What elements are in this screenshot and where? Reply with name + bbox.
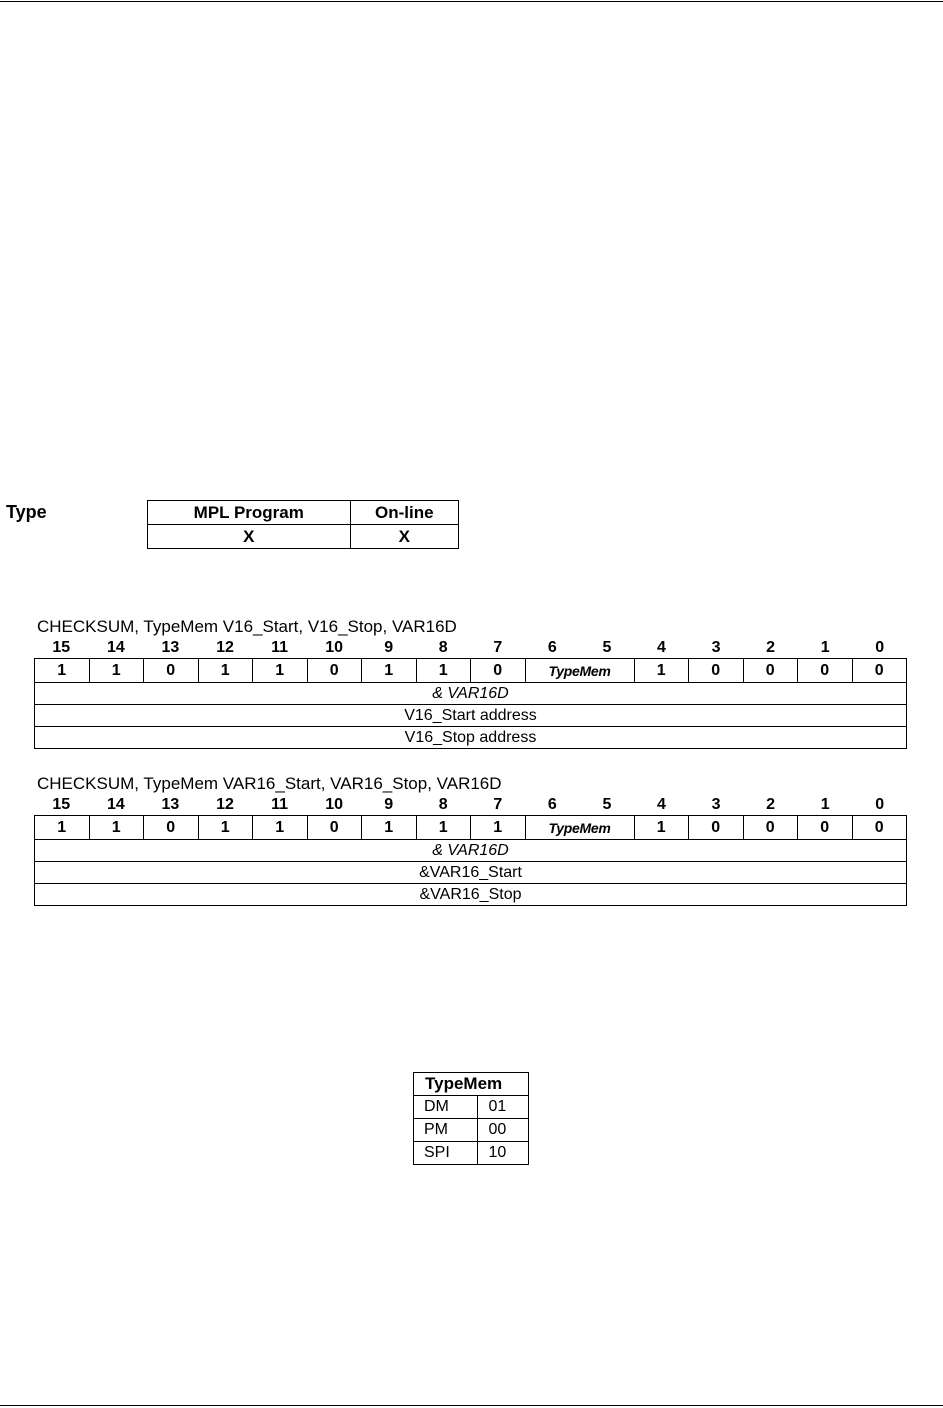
typemem-table <box>413 1072 529 1165</box>
operand-row: V16_Stop address <box>35 727 907 749</box>
bit-number: 6 <box>547 639 557 656</box>
instruction-table <box>34 815 907 906</box>
bit-cell: 1 <box>634 816 689 840</box>
top-rule <box>0 1 943 2</box>
bit-cell: 0 <box>852 659 907 683</box>
instruction-table <box>34 658 907 749</box>
bit-number: 14 <box>106 796 125 813</box>
bit-number: 10 <box>325 639 343 656</box>
bit-number: 0 <box>875 639 885 656</box>
bit-cell: 0 <box>689 816 744 840</box>
bit-number: 15 <box>52 796 71 813</box>
bit-number: 9 <box>384 796 394 813</box>
bit-cell: 1 <box>362 816 417 840</box>
instruction-title: CHECKSUM, TypeMem VAR16_Start, VAR16_Stop, VAR16D <box>37 774 502 793</box>
instruction-format-var16 <box>34 773 907 906</box>
bit-number: 6 <box>547 796 557 813</box>
bit-number: 7 <box>493 639 503 656</box>
bit-number: 8 <box>438 639 448 656</box>
bit-number: 2 <box>766 639 776 656</box>
bit-number: 5 <box>602 796 612 813</box>
bit-cell: 0 <box>307 816 362 840</box>
bit-cell: 1 <box>89 659 144 683</box>
bit-number: 9 <box>384 639 394 656</box>
bit-cell: 1 <box>362 659 417 683</box>
type-value-mpl-program: X <box>148 525 351 549</box>
bit-number: 12 <box>216 796 234 813</box>
type-header-online: On-line <box>350 501 458 525</box>
table-row <box>414 1096 529 1119</box>
typemem-name: SPI <box>414 1142 478 1165</box>
bit-number: 0 <box>875 796 885 813</box>
opcode-bits-row <box>35 659 907 683</box>
typemem-code: 01 <box>478 1096 529 1119</box>
bit-number: 4 <box>657 639 666 656</box>
bit-number: 1 <box>820 796 830 813</box>
bit-cell: 0 <box>852 816 907 840</box>
type-table <box>147 500 459 549</box>
bit-number: 2 <box>766 796 776 813</box>
opcode-bits-row <box>35 816 907 840</box>
typemem-name: PM <box>414 1119 478 1142</box>
bit-number: 3 <box>711 796 721 813</box>
typemem-field-cell: TypeMem <box>525 659 634 683</box>
type-value-online: X <box>350 525 458 549</box>
typemem-code: 10 <box>478 1142 529 1165</box>
operand-row: &VAR16_Stop <box>35 884 907 906</box>
bit-number: 3 <box>711 639 721 656</box>
bit-cell: 1 <box>198 659 253 683</box>
bit-cell: 1 <box>198 816 253 840</box>
bit-cell: 1 <box>416 816 471 840</box>
bit-number: 13 <box>161 796 180 813</box>
bit-cell: 0 <box>743 816 798 840</box>
typemem-code: 00 <box>478 1119 529 1142</box>
operand-row: &VAR16_Start <box>35 862 907 884</box>
bit-number: 4 <box>657 796 666 813</box>
bit-cell: 0 <box>798 816 853 840</box>
bit-cell: 0 <box>144 816 199 840</box>
bit-cell: 0 <box>743 659 798 683</box>
typemem-table-header: TypeMem <box>414 1073 529 1096</box>
bit-number: 7 <box>493 796 503 813</box>
bit-cell: 0 <box>471 659 526 683</box>
bit-number: 1 <box>820 639 830 656</box>
bit-cell: 1 <box>35 659 90 683</box>
bit-number: 11 <box>271 639 288 656</box>
operand-row: & VAR16D <box>35 683 907 705</box>
bit-number: 10 <box>325 796 343 813</box>
typemem-field-cell: TypeMem <box>525 816 634 840</box>
bit-cell: 1 <box>253 659 308 683</box>
instruction-title: CHECKSUM, TypeMem V16_Start, V16_Stop, VAR16D <box>37 617 457 636</box>
table-row <box>414 1142 529 1165</box>
bit-number: 8 <box>438 796 448 813</box>
bottom-rule <box>0 1405 943 1406</box>
typemem-name: DM <box>414 1096 478 1119</box>
bit-cell: 1 <box>416 659 471 683</box>
bit-cell: 1 <box>35 816 90 840</box>
bit-number: 5 <box>602 639 612 656</box>
bit-number-row <box>34 794 907 815</box>
bit-number: 11 <box>271 796 288 813</box>
type-header-mpl-program: MPL Program <box>148 501 351 525</box>
bit-number: 12 <box>216 639 234 656</box>
bit-cell: 0 <box>689 659 744 683</box>
operand-row: & VAR16D <box>35 840 907 862</box>
table-row <box>414 1119 529 1142</box>
bit-cell: 0 <box>307 659 362 683</box>
bit-number: 14 <box>106 639 125 656</box>
bit-number: 15 <box>52 639 71 656</box>
bit-cell: 1 <box>89 816 144 840</box>
bit-cell: 1 <box>634 659 689 683</box>
operand-row: V16_Start address <box>35 705 907 727</box>
bit-cell: 1 <box>253 816 308 840</box>
bit-cell: 0 <box>144 659 199 683</box>
bit-cell: 1 <box>471 816 526 840</box>
bit-cell: 0 <box>798 659 853 683</box>
type-label: Type <box>6 502 47 522</box>
bit-number: 13 <box>161 639 180 656</box>
bit-number-row <box>34 637 907 658</box>
instruction-format-v16 <box>34 616 907 749</box>
